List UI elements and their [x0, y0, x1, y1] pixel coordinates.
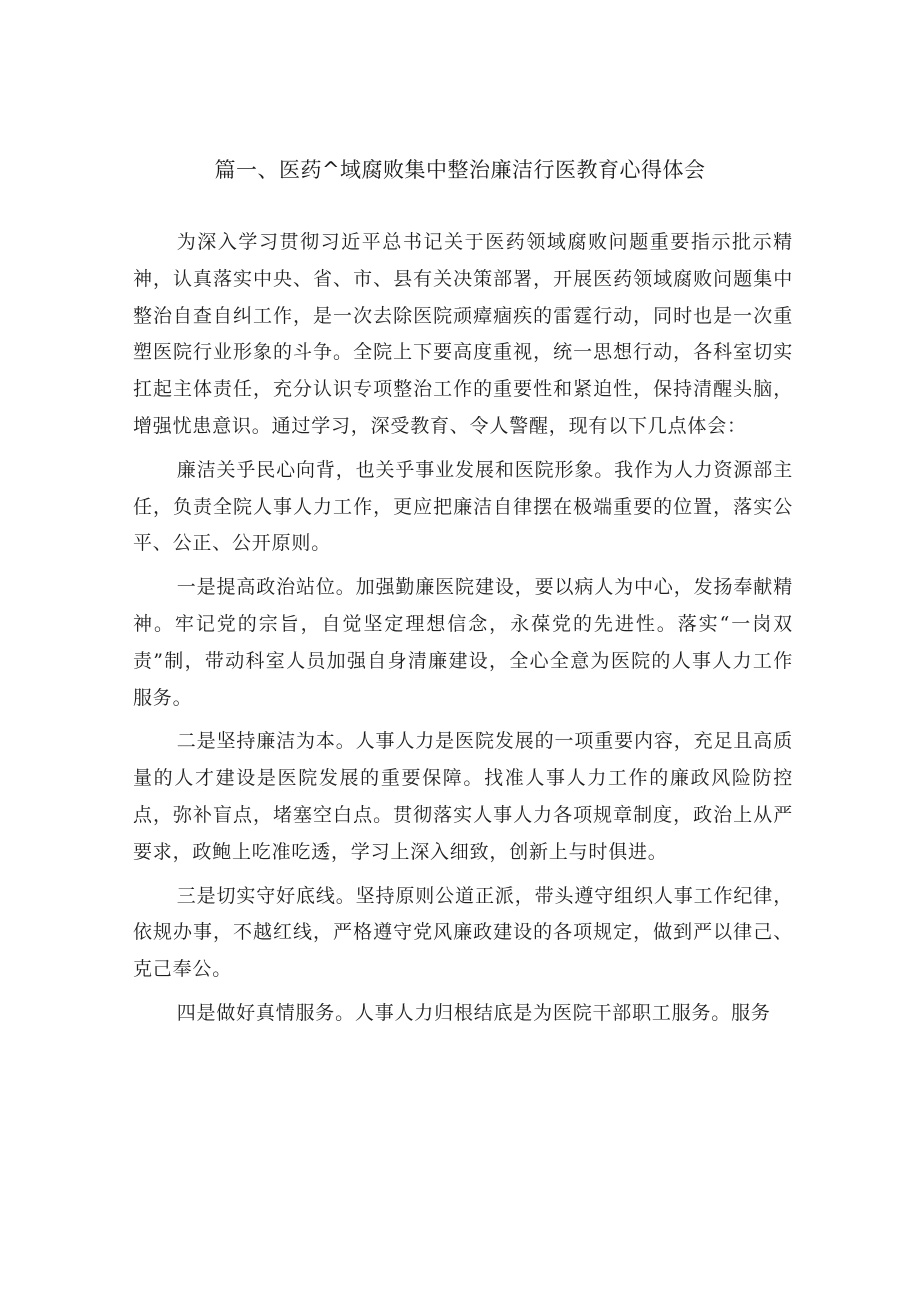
paragraph-intro: 为深入学习贯彻习近平总书记关于医药领域腐败问题重要指示批示精神，认真落实中央、省、市、县有关决策部署，开展医药领域腐败问题集中整治自查自纠工作，是一次去除医院顽瘴痼疾的雷霆行动，同时也是一次重塑医院行业形象的斗争。全院上下要高度重视，统一思想行动，各科室切实扛起主体责任，充分认识专项整治工作的重要性和紧迫性，保持清醒头脑，增强忧患意识。通过学习，深受教育、令人警醒，现有以下几点体会： — [133, 231, 793, 437]
paragraph-point-two: 二是坚持廉洁为本。人事人力是医院发展的一项重要内容，充足且高质量的人才建设是医院发展的重要保障。找准人事人力工作的廉政风险防控点，弥补盲点，堵塞空白点。贯彻落实人事人力各项规章制度，政治上从严要求，政鲍上吃准吃透，学习上深入细致，创新上与时俱进。 — [133, 730, 793, 863]
document-body — [133, 224, 793, 1039]
paragraph-point-four: 四是做好真情服务。人事人力归根结底是为医院干部职工服务。服务 — [176, 1001, 771, 1024]
paragraph-point-one: 一是提高政治站位。加强勤廉医院建设，要以病人为中心，发扬奉献精神。牢记党的宗旨，自觉坚定理想信念，永葆党的先进性。落实“一岗双责”制，带动科室人员加强自身清廉建设，全心全意为医院的人事人力工作服务。 — [133, 576, 793, 709]
paragraph-point-three: 三是切实守好底线。坚持原则公道正派，带头遵守组织人事工作纪律，依规办事，不越红线，严格遵守党风廉政建设的各项规定，做到严以律己、克己奉公。 — [133, 884, 793, 981]
document-title: 篇一、医药^域腐败集中整治廉洁行医教育心得体会 — [214, 158, 706, 182]
paragraph-integrity: 廉洁关乎民心向背，也关乎事业发展和医院形象。我作为人力资源部主任，负责全院人事人力工作，更应把廉洁自律摆在极端重要的位置，落实公平、公正、公开原则。 — [133, 458, 793, 555]
